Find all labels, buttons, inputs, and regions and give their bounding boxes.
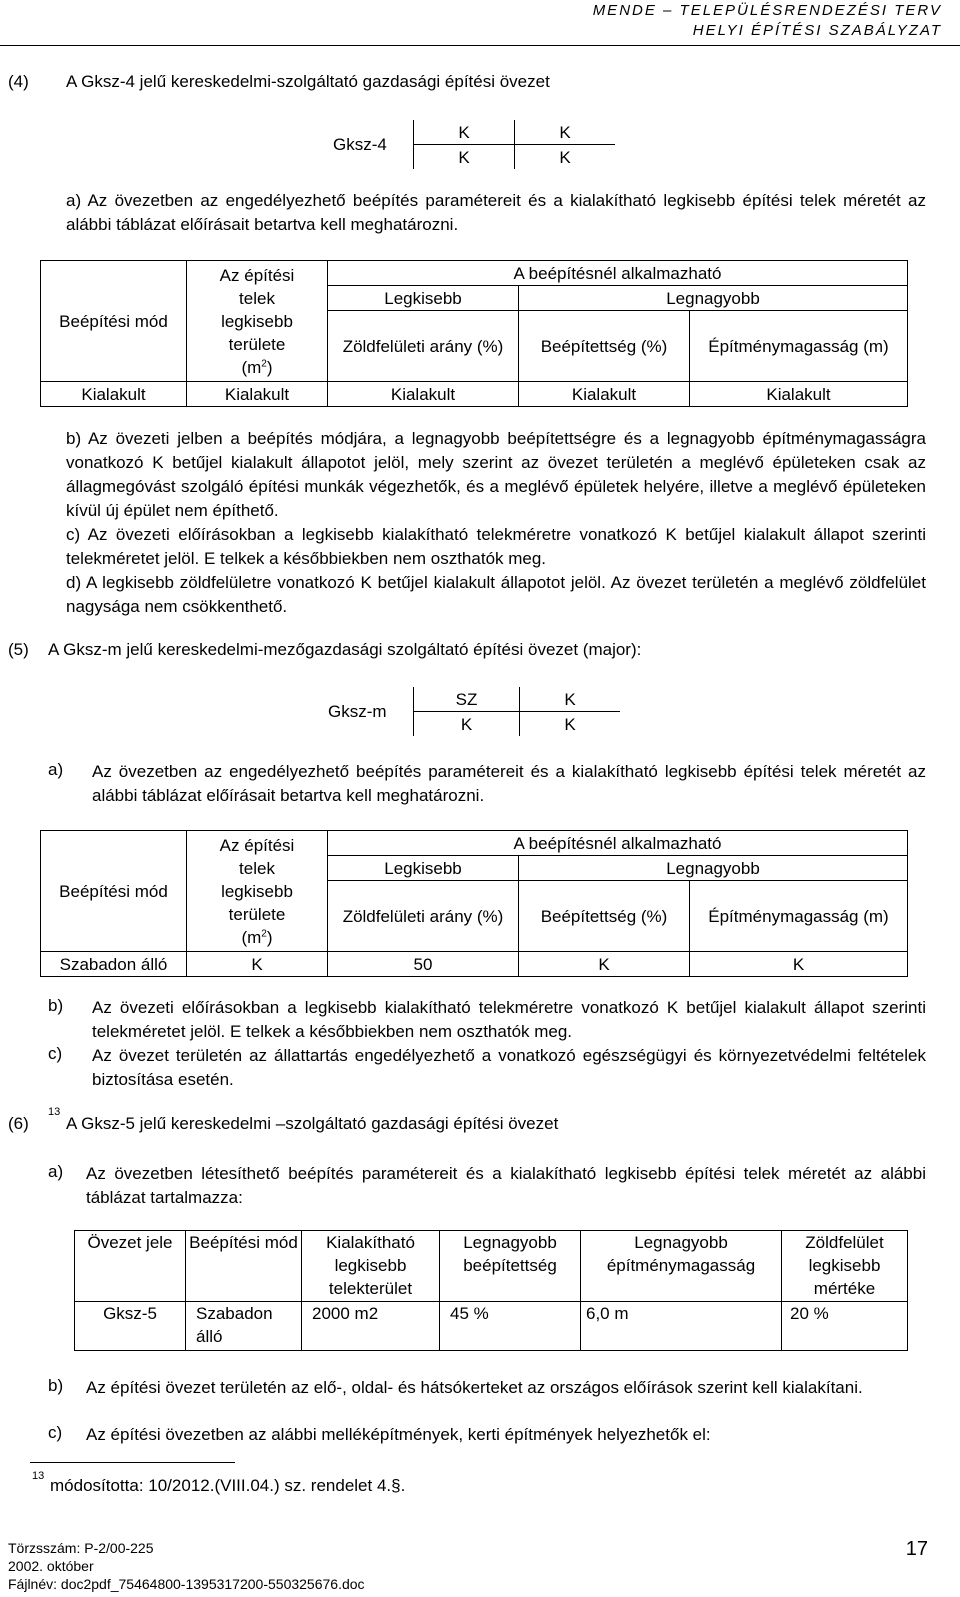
- section-6-c: Az építési övezetben az alábbi melléképítmények, kerti építmények helyezhetők el:: [86, 1425, 711, 1444]
- zone-code-cell: K: [460, 714, 473, 734]
- table-cell: Kialakult: [690, 382, 908, 407]
- section-5-a-label: a): [48, 760, 64, 779]
- table-cell: 2000 m2: [302, 1302, 440, 1351]
- th-legnagyobb: Legnagyobb: [519, 286, 908, 311]
- section-6-number: (6): [8, 1114, 29, 1133]
- th-area-sup: 2: [261, 357, 267, 369]
- th-telek-terulet: [187, 831, 328, 952]
- zone-code-cell: K: [520, 687, 621, 712]
- section-4-number: (4): [8, 72, 29, 91]
- footnote-rule: [30, 1462, 235, 1463]
- table-cell: K: [690, 952, 908, 977]
- section-5-c-label: c): [48, 1044, 63, 1063]
- section-5-c: Az övezet területén az állattartás engedélyezhető a vonatkozó egészségügyi és környezetvédelmi feltételek biztosítása esetén.: [92, 1046, 926, 1089]
- zone-code-label: Gksz-m: [322, 687, 414, 736]
- table-cell: K: [187, 952, 328, 977]
- section-4-d: d) A legkisebb zöldfelületre vonatkozó K betűjel kialakult állapotot jelöl. Az övezet területén a meglévő zöldfelület nagysága nem csökkenthető.: [66, 573, 926, 616]
- section-5-b-label: b): [48, 996, 64, 1015]
- th-area-line: területe: [228, 904, 286, 924]
- header-subtitle: HELYI ÉPÍTÉSI SZABÁLYZAT: [692, 22, 942, 39]
- section-6-c-label: c): [48, 1423, 63, 1442]
- footer-date: 2002. október: [8, 1558, 94, 1574]
- page-number: 17: [905, 1538, 928, 1560]
- table-gkszm: [40, 830, 908, 977]
- th-area-line: telek: [239, 288, 275, 308]
- th-zoldfelulet: Zöldfelületi arány (%): [328, 311, 519, 382]
- section-4-b: b) Az övezeti jelben a beépítés módjára, a legnagyobb beépítettségre és a legnagyobb építménymagasságra vonatkozó K betűjel kialakult állapotot jelöl, mely szerint az övezet területén a meglévő épületeken csak az állagmegóvást szolgáló építési munkák végezhetők, és a meglévő épületek helyére, illetve a meglévő épületeken kívül új épület nem építhető.: [66, 429, 926, 520]
- th-beepitesi-mod: Beépítési mód: [41, 831, 187, 952]
- th-zoldfelulet: Zöldfelületi arány (%): [328, 881, 519, 952]
- table-cell: Kialakult: [519, 382, 690, 407]
- th-area-line: ): [266, 927, 273, 947]
- th-legkisebb: Legkisebb: [328, 286, 519, 311]
- th-area-sup: 2: [261, 927, 267, 939]
- footnote-number: 13: [32, 1470, 45, 1482]
- th-beepitesi-mod: Beépítési mód: [186, 1231, 302, 1302]
- th-group: A beépítésnél alkalmazható: [328, 261, 908, 286]
- th-telek-terulet: [187, 261, 328, 382]
- th-area-line: Az építési: [219, 265, 295, 285]
- table-cell: 20 %: [782, 1302, 908, 1351]
- th-beepitettseg: Beépítettség (%): [519, 311, 690, 382]
- table-cell: 50: [328, 952, 519, 977]
- zone-code-cell: SZ: [414, 687, 520, 712]
- th-group: A beépítésnél alkalmazható: [328, 831, 908, 856]
- section-4-a: a) Az övezetben az engedélyezhető beépítés paramétereit és a kialakítható legkisebb építési telek méretét az alábbi táblázat előírásait betartva kell meghatározni.: [66, 191, 926, 234]
- table-cell: 6,0 m: [581, 1302, 782, 1351]
- th-area-line: telek: [239, 858, 275, 878]
- zone-code-cell: K: [458, 147, 470, 167]
- th-epitmenymagassag: Építménymagasság (m): [690, 311, 908, 382]
- table-cell: Szabadon álló: [186, 1302, 302, 1351]
- table-cell: Szabadon álló: [41, 952, 187, 977]
- th-epitmenymagassag: Építménymagasság (m): [690, 881, 908, 952]
- table-gksz4: [40, 260, 908, 407]
- zone-code-cell: K: [520, 712, 621, 737]
- footnote-text: módosította: 10/2012.(VIII.04.) sz. rendelet 4.§.: [50, 1476, 406, 1495]
- footnote-ref: 13: [48, 1106, 61, 1118]
- th-epitmenymagassag: Legnagyobb építménymagasság: [581, 1231, 782, 1302]
- section-6-a-label: a): [48, 1162, 64, 1181]
- section-6-title: A Gksz-5 jelű kereskedelmi –szolgáltató gazdasági építési övezet: [66, 1114, 559, 1133]
- table-cell: Gksz-5: [75, 1302, 186, 1351]
- section-5-title: A Gksz-m jelű kereskedelmi-mezőgazdasági szolgáltató építési övezet (major):: [48, 640, 642, 659]
- footer-filename: Fájlnév: doc2pdf_75464800-1395317200-550325676.doc: [8, 1576, 365, 1592]
- th-area-line: (m: [241, 357, 262, 377]
- section-4-title: A Gksz-4 jelű kereskedelmi-szolgáltató gazdasági építési övezet: [66, 72, 550, 91]
- zone-code-cell: K: [414, 120, 515, 145]
- th-area-line: Az építési: [219, 835, 295, 855]
- section-4-c: c) Az övezeti előírásokban a legkisebb kialakítható telekméretre vonatkozó K betűjel kialakult állapot szerinti telekméretet jelöl. E telkek a későbbiekben nem oszthatók meg.: [66, 525, 926, 568]
- section-5-number: (5): [8, 640, 29, 659]
- section-6-b-label: b): [48, 1376, 64, 1395]
- section-5-b: Az övezeti előírásokban a legkisebb kialakítható telekméretre vonatkozó K betűjel kialakult állapot szerinti telekméretet jelöl. E telkek a későbbiekben nem oszthatók meg.: [92, 998, 926, 1041]
- zone-code-gkszm: [322, 687, 620, 736]
- section-6-a: Az övezetben létesíthető beépítés paramétereit és a kialakítható legkisebb építési telek méretét az alábbi táblázat tartalmazza:: [86, 1164, 926, 1207]
- th-ovezet-jele: Övezet jele: [75, 1231, 186, 1302]
- th-area-line: legkisebb: [221, 311, 293, 331]
- zone-code-cell: K: [515, 145, 616, 170]
- th-legnagyobb: Legnagyobb: [519, 856, 908, 881]
- header-title: MENDE – TELEPÜLÉSRENDEZÉSI TERV: [592, 2, 942, 19]
- th-telekterulet: Kialakítható legkisebb telekterület: [302, 1231, 440, 1302]
- th-area-line: (m: [241, 927, 262, 947]
- th-legkisebb: Legkisebb: [328, 856, 519, 881]
- th-beepitettseg: Beépítettség (%): [519, 881, 690, 952]
- section-5-a: Az övezetben az engedélyezhető beépítés paramétereit és a kialakítható legkisebb építési telek méretét az alábbi táblázat előírásait betartva kell meghatározni.: [92, 762, 926, 805]
- table-gksz5: [74, 1230, 908, 1351]
- th-area-line: ): [266, 357, 273, 377]
- table-cell: Kialakult: [328, 382, 519, 407]
- th-area-line: legkisebb: [221, 881, 293, 901]
- zone-code-gksz4: [325, 120, 615, 169]
- zone-code-cell: K: [515, 120, 616, 145]
- table-cell: Kialakult: [187, 382, 328, 407]
- th-beepitettseg: Legnagyobb beépítettség: [440, 1231, 581, 1302]
- table-cell: Kialakult: [41, 382, 187, 407]
- th-beepitesi-mod: Beépítési mód: [41, 261, 187, 382]
- footer-torzsszam: Törzsszám: P-2/00-225: [8, 1540, 154, 1556]
- table-cell: 45 %: [440, 1302, 581, 1351]
- zone-code-label: Gksz-4: [325, 120, 414, 169]
- th-zoldfelulet: Zöldfelület legkisebb mértéke: [782, 1231, 908, 1302]
- header-rule: [0, 45, 960, 46]
- th-area-line: területe: [228, 334, 286, 354]
- section-6-b: Az építési övezet területén az elő-, oldal- és hátsókerteket az országos előírások szerint kell kialakítani.: [86, 1378, 863, 1397]
- table-cell: K: [519, 952, 690, 977]
